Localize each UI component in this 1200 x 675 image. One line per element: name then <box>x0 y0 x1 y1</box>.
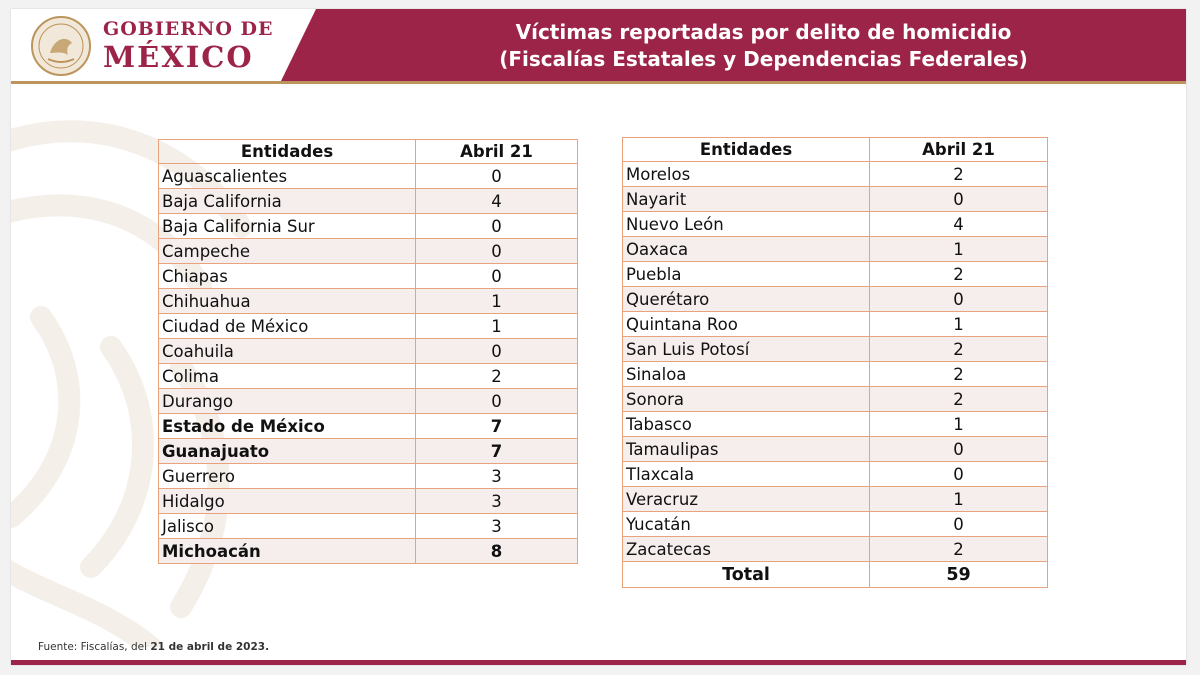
cell-entity: Tabasco <box>623 412 870 437</box>
cell-value: 0 <box>870 512 1048 537</box>
cell-value: 0 <box>416 389 578 414</box>
slide <box>11 9 1186 665</box>
table-row <box>623 287 1048 312</box>
table-row <box>623 537 1048 562</box>
cell-entity: Nayarit <box>623 187 870 212</box>
table-row <box>159 489 578 514</box>
cell-value: 1 <box>870 312 1048 337</box>
source-prefix: Fuente: Fiscalías, del <box>38 641 151 653</box>
table-header-row <box>159 140 578 164</box>
cell-value: 1 <box>870 412 1048 437</box>
table-row <box>623 512 1048 537</box>
cell-value: 2 <box>870 162 1048 187</box>
cell-value: 1 <box>416 314 578 339</box>
title-line2: (Fiscalías Estatales y Dependencias Federales) <box>499 47 1028 71</box>
cell-value: 1 <box>416 289 578 314</box>
table-row <box>159 164 578 189</box>
source-date: 21 de abril de 2023. <box>150 641 270 653</box>
cell-value: 0 <box>870 287 1048 312</box>
table-row <box>159 464 578 489</box>
cell-entity: Quintana Roo <box>623 312 870 337</box>
cell-value: 0 <box>870 187 1048 212</box>
col-header-value: Abril 21 <box>416 140 578 164</box>
cell-entity: Michoacán <box>159 539 416 564</box>
table-row <box>159 264 578 289</box>
table-right <box>622 137 1048 588</box>
cell-value: 0 <box>416 339 578 364</box>
cell-entity: Veracruz <box>623 487 870 512</box>
total-label: Total <box>623 562 870 588</box>
gold-divider <box>11 81 1186 84</box>
cell-value: 0 <box>416 239 578 264</box>
col-header-entity: Entidades <box>623 138 870 162</box>
table-row <box>159 314 578 339</box>
table-row <box>159 514 578 539</box>
cell-entity: Sonora <box>623 387 870 412</box>
cell-entity: Oaxaca <box>623 237 870 262</box>
cell-entity: Querétaro <box>623 287 870 312</box>
logo-text-line2: MÉXICO <box>103 40 254 74</box>
table-row <box>159 364 578 389</box>
cell-value: 8 <box>416 539 578 564</box>
header <box>11 9 1186 81</box>
cell-entity: Coahuila <box>159 339 416 364</box>
cell-entity: Estado de México <box>159 414 416 439</box>
cell-entity: Campeche <box>159 239 416 264</box>
cell-entity: Colima <box>159 364 416 389</box>
cell-value: 1 <box>870 237 1048 262</box>
table-row <box>623 337 1048 362</box>
cell-entity: Zacatecas <box>623 537 870 562</box>
cell-entity: Puebla <box>623 262 870 287</box>
cell-value: 1 <box>870 487 1048 512</box>
cell-value: 2 <box>870 362 1048 387</box>
table-row <box>159 289 578 314</box>
cell-entity: Ciudad de México <box>159 314 416 339</box>
table-row <box>623 387 1048 412</box>
cell-value: 2 <box>870 387 1048 412</box>
cell-entity: Tamaulipas <box>623 437 870 462</box>
cell-value: 0 <box>416 264 578 289</box>
table-row <box>623 312 1048 337</box>
cell-value: 0 <box>416 164 578 189</box>
total-row <box>623 562 1048 588</box>
source-note <box>38 641 269 653</box>
table-row <box>159 539 578 564</box>
table-row <box>623 162 1048 187</box>
cell-entity: Nuevo León <box>623 212 870 237</box>
cell-entity: Aguascalientes <box>159 164 416 189</box>
cell-value: 0 <box>870 437 1048 462</box>
col-header-value: Abril 21 <box>870 138 1048 162</box>
cell-value: 0 <box>416 214 578 239</box>
table-row <box>623 412 1048 437</box>
footer-band <box>11 660 1186 665</box>
cell-entity: Jalisco <box>159 514 416 539</box>
col-header-entity: Entidades <box>159 140 416 164</box>
table-row <box>623 262 1048 287</box>
table-row <box>159 389 578 414</box>
cell-value: 7 <box>416 439 578 464</box>
cell-entity: San Luis Potosí <box>623 337 870 362</box>
table-row <box>159 214 578 239</box>
cell-entity: Sinaloa <box>623 362 870 387</box>
table-row <box>159 189 578 214</box>
cell-value: 3 <box>416 514 578 539</box>
cell-value: 3 <box>416 464 578 489</box>
page-title <box>341 19 1186 73</box>
table-row <box>159 414 578 439</box>
cell-entity: Chiapas <box>159 264 416 289</box>
table-row <box>623 462 1048 487</box>
table-row <box>623 362 1048 387</box>
cell-entity: Hidalgo <box>159 489 416 514</box>
table-row <box>159 239 578 264</box>
cell-entity: Guanajuato <box>159 439 416 464</box>
cell-entity: Baja California Sur <box>159 214 416 239</box>
total-value: 59 <box>870 562 1048 588</box>
mexican-eagle-seal-icon <box>30 15 92 77</box>
cell-value: 2 <box>416 364 578 389</box>
cell-value: 2 <box>870 262 1048 287</box>
cell-entity: Durango <box>159 389 416 414</box>
title-line1: Víctimas reportadas por delito de homicidio <box>515 20 1012 44</box>
table-left <box>158 139 578 564</box>
cell-value: 4 <box>870 212 1048 237</box>
table-row <box>623 237 1048 262</box>
cell-entity: Guerrero <box>159 464 416 489</box>
table-header-row <box>623 138 1048 162</box>
cell-value: 0 <box>870 462 1048 487</box>
cell-entity: Baja California <box>159 189 416 214</box>
cell-value: 2 <box>870 337 1048 362</box>
table-row <box>159 339 578 364</box>
cell-entity: Tlaxcala <box>623 462 870 487</box>
cell-entity: Morelos <box>623 162 870 187</box>
cell-value: 2 <box>870 537 1048 562</box>
table-row <box>623 212 1048 237</box>
cell-entity: Chihuahua <box>159 289 416 314</box>
cell-value: 4 <box>416 189 578 214</box>
table-row <box>623 437 1048 462</box>
table-row <box>159 439 578 464</box>
table-row <box>623 187 1048 212</box>
cell-entity: Yucatán <box>623 512 870 537</box>
logo-text-line1: GOBIERNO DE <box>103 18 274 40</box>
cell-value: 7 <box>416 414 578 439</box>
table-row <box>623 487 1048 512</box>
cell-value: 3 <box>416 489 578 514</box>
